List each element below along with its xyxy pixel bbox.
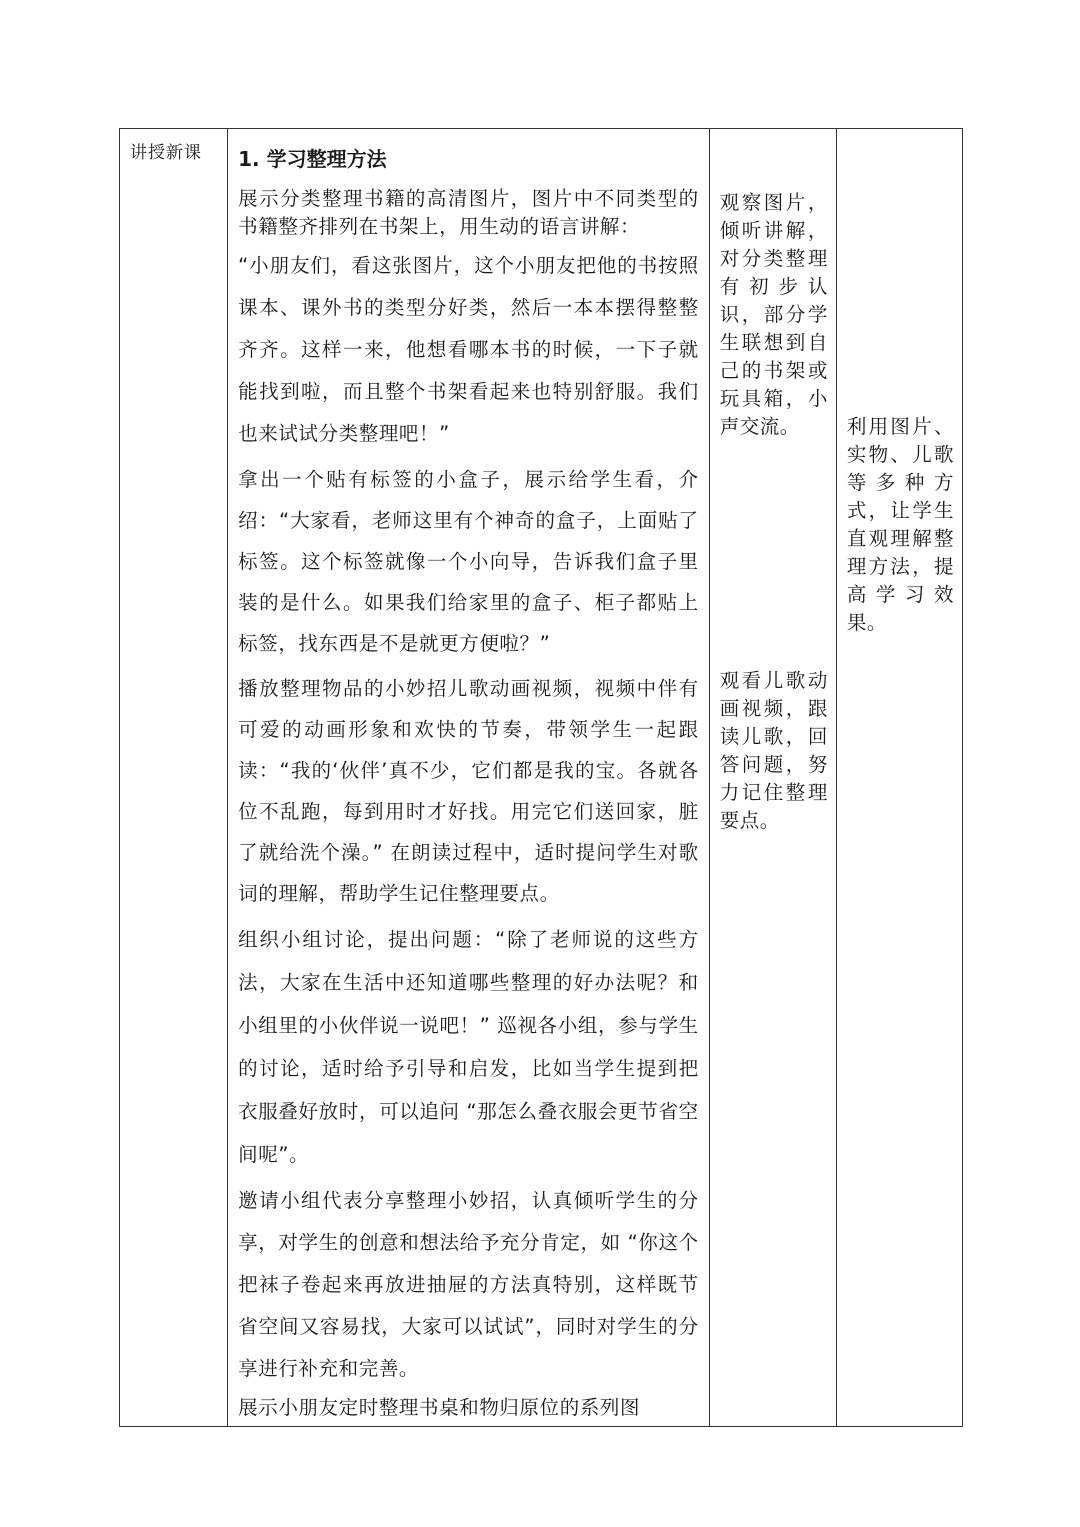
teacher-paragraph-7: 展示小朋友定时整理书桌和物归原位的系列图: [238, 1396, 641, 1419]
teacher-paragraph-2: “小朋友们，看这张图片，这个小朋友把他的书按照课本、课外书的类型分好类，然后一本本摆得整整齐齐。这样一来，他想看哪本书的时候，一下子就能找到啦，而且整个书架看起来也特别舒服。我们也来试试分类整理吧！”: [238, 254, 699, 445]
design-intent-cell: [836, 129, 962, 1427]
student-activity-cell: [709, 129, 836, 1427]
student-activity-2: 观看儿歌动画视频，跟读儿歌，回答问题，努力记住整理要点。: [719, 669, 828, 832]
teacher-paragraph-6: 邀请小组代表分享整理小妙招，认真倾听学生的分享，对学生的创意和想法给予充分肯定，如 “你这个把袜子卷起来再放进抽屉的方法真特别，这样既节省空间又容易找，大家可以试试”，同时对学生的分享进行补充和完善。: [238, 1189, 699, 1380]
stage-label: 讲授新课: [130, 143, 202, 163]
teacher-paragraph-5: 组织小组讨论，提出问题：“除了老师说的这些方法，大家在生活中还知道哪些整理的好办法呢？和小组里的小伙伴说一说吧！” 巡视各小组，参与学生的讨论，适时给予引导和启发，比如当学生提到把衣服叠好放时，可以追问 “那怎么叠衣服会更节省空间呢”。: [238, 928, 699, 1166]
section-title: 1. 学习整理方法: [238, 147, 387, 171]
table-row: [120, 129, 963, 1427]
teacher-activity-cell: [228, 129, 710, 1427]
teacher-paragraph-4: 播放整理物品的小妙招儿歌动画视频，视频中伴有可爱的动画形象和欢快的节奏，带领学生一起跟读：“我的‘伙伴’真不少，它们都是我的宝。各就各位不乱跑，每到用时才好找。用完它们送回家，脏了就给洗个澡。” 在朗读过程中，适时提问学生对歌词的理解，帮助学生记住整理要点。: [238, 677, 699, 905]
teacher-paragraph-1: 展示分类整理书籍的高清图片，图片中不同类型的书籍整齐排列在书架上，用生动的语言讲解：: [238, 187, 699, 238]
stage-cell: [120, 129, 228, 1427]
student-activity-1: 观察图片，倾听讲解，对分类整理有初步认识，部分学生联想到自己的书架或玩具箱，小声交流。: [719, 191, 828, 438]
design-intent-text: 利用图片、实物、儿歌等多种方式，让学生直观理解整理方法，提高学习效果。: [846, 415, 954, 634]
teacher-paragraph-3: 拿出一个贴有标签的小盒子，展示给学生看，介绍：“大家看，老师这里有个神奇的盒子，上面贴了标签。这个标签就像一个小向导，告诉我们盒子里装的是什么。如果我们给家里的盒子、柜子都贴上标签，找东西是不是就更方便啦？”: [238, 468, 699, 655]
lesson-plan-table: [119, 128, 963, 1427]
